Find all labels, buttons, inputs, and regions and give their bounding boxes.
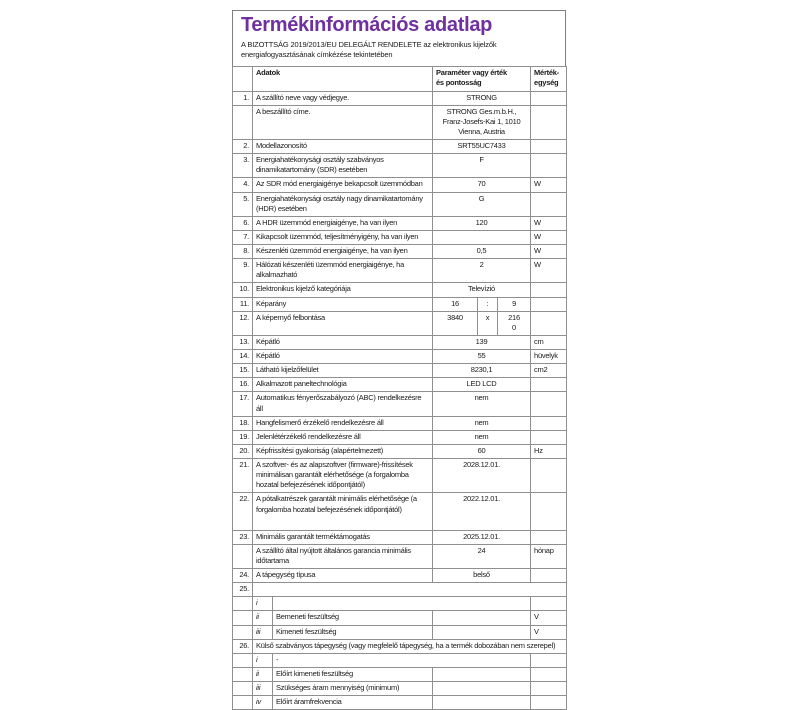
row-unit-cell <box>531 653 567 667</box>
row-value-cell <box>433 667 531 681</box>
row-unit-cell <box>531 192 567 216</box>
row-label-cell: Automatikus fényerőszabályozó (ABC) rendelkezésre áll <box>253 392 433 416</box>
row-number-cell: 21. <box>233 459 253 493</box>
row-number-cell: 26. <box>233 639 253 653</box>
row-value-cell: 120 <box>433 216 531 230</box>
page-title: Termékinformációs adatlap <box>241 14 493 36</box>
row-label-cell: A HDR üzemmód energiaigénye, ha van ilyen <box>253 216 433 230</box>
row-value-cell <box>433 611 531 625</box>
row-number-cell: 3. <box>233 154 253 178</box>
row-number-cell: 23. <box>233 530 253 544</box>
product-info-table <box>232 66 567 710</box>
section-label-cell: Külső szabványos tápegység (vagy megfelelő tápegység, ha a termék dobozában nem szerepel) <box>253 639 567 653</box>
row-unit-cell: hónap <box>531 544 567 568</box>
row-value-cell: SRT55UC7433 <box>433 140 531 154</box>
row-value-cell: 70 <box>433 178 531 192</box>
row-number-cell: 4. <box>233 178 253 192</box>
row-number-cell <box>233 544 253 568</box>
table-row <box>233 283 567 297</box>
row-value-cell <box>433 230 531 244</box>
table-row <box>233 364 567 378</box>
section-empty-cell <box>253 583 567 597</box>
ratio-value-a-cell: 3840 <box>433 311 478 335</box>
row-unit-cell <box>531 430 567 444</box>
row-label-cell: A szállító neve vagy védjegye. <box>253 91 433 105</box>
row-value-cell: 60 <box>433 444 531 458</box>
table-row <box>233 140 567 154</box>
row-number-cell <box>233 611 253 625</box>
row-number-cell: 14. <box>233 350 253 364</box>
table-header-row <box>233 67 567 91</box>
row-number-cell: 13. <box>233 335 253 349</box>
table-row <box>233 350 567 364</box>
row-label-cell: Minimális garantált terméktámogatás <box>253 530 433 544</box>
ratio-value-a-cell: 16 <box>433 297 478 311</box>
row-unit-cell: cm2 <box>531 364 567 378</box>
table-row <box>233 430 567 444</box>
table-row <box>233 696 567 710</box>
row-label-cell: Modellazonosító <box>253 140 433 154</box>
row-value-cell <box>433 696 531 710</box>
row-unit-cell: Hz <box>531 444 567 458</box>
row-unit-cell <box>531 416 567 430</box>
table-row <box>233 583 567 597</box>
row-number-cell <box>233 625 253 639</box>
table-row <box>233 597 567 611</box>
row-value-cell: 139 <box>433 335 531 349</box>
row-unit-cell <box>531 140 567 154</box>
row-label-cell: A tápegység típusa <box>253 569 433 583</box>
row-label-cell: Az SDR mód energiaigénye bekapcsolt üzemmódban <box>253 178 433 192</box>
row-value-cell <box>433 682 531 696</box>
row-label-cell: A képernyő felbontása <box>253 311 433 335</box>
row-number-cell <box>233 105 253 139</box>
row-number-cell: 1. <box>233 91 253 105</box>
row-label-cell: A pótalkatrészek garantált minimális elérhetősége (a forgalomba hozatal befejezésének időpontjától) <box>253 493 433 530</box>
row-label-cell: A szállító által nyújtott általános garancia minimális időtartama <box>253 544 433 568</box>
row-label-cell: A szoftver- és az alapszoftver (firmware)-frissítések minimálisan garantált elérhetősége (a forgalomba hozatal befejezésének időpontjától) <box>253 459 433 493</box>
row-number-cell: 6. <box>233 216 253 230</box>
row-value-cell: G <box>433 192 531 216</box>
header-param-cell: Paraméter vagy érték és pontosság <box>433 67 531 91</box>
row-label-cell: Kikapcsolt üzemmód, teljesítményigény, ha van ilyen <box>253 230 433 244</box>
row-unit-cell <box>531 378 567 392</box>
row-number-cell: 19. <box>233 430 253 444</box>
row-number-cell <box>233 696 253 710</box>
row-number-cell <box>233 682 253 696</box>
row-label-cell: - <box>273 653 531 667</box>
row-value-cell: LED LCD <box>433 378 531 392</box>
row-label-cell: Elektronikus kijelző kategóriája <box>253 283 433 297</box>
row-value-cell: nem <box>433 392 531 416</box>
header-data-cell: Adatok <box>253 67 433 91</box>
roman-numeral-cell: iv <box>253 696 273 710</box>
row-number-cell: 7. <box>233 230 253 244</box>
row-number-cell: 10. <box>233 283 253 297</box>
row-unit-cell <box>531 493 567 530</box>
row-value-cell: 24 <box>433 544 531 568</box>
row-number-cell: 5. <box>233 192 253 216</box>
row-number-cell: 25. <box>233 583 253 597</box>
row-label-cell: Bemeneti feszültség <box>273 611 433 625</box>
table-row <box>233 105 567 139</box>
roman-numeral-cell: i <box>253 597 273 611</box>
row-label-cell: Képarány <box>253 297 433 311</box>
row-value-cell: STRONG Ges.m.b.H., Franz-Josefs-Kai 1, 1010 Vienna, Austria <box>433 105 531 139</box>
row-number-cell: 24. <box>233 569 253 583</box>
row-label-cell: A beszállító címe. <box>253 105 433 139</box>
table-row <box>233 335 567 349</box>
row-number-cell: 2. <box>233 140 253 154</box>
row-unit-cell <box>531 459 567 493</box>
row-number-cell <box>233 667 253 681</box>
row-value-cell: STRONG <box>433 91 531 105</box>
table-row <box>233 530 567 544</box>
row-unit-cell <box>531 569 567 583</box>
row-unit-cell: W <box>531 178 567 192</box>
table-row <box>233 493 567 530</box>
table-row <box>233 392 567 416</box>
row-label-cell: Kimeneti feszültség <box>273 625 433 639</box>
row-label-cell: Jelenlétérzékelő rendelkezésre áll <box>253 430 433 444</box>
roman-numeral-cell: iii <box>253 682 273 696</box>
table-row <box>233 245 567 259</box>
row-unit-cell: W <box>531 216 567 230</box>
table-row <box>233 653 567 667</box>
table-row <box>233 154 567 178</box>
table-row <box>233 230 567 244</box>
row-label-cell <box>273 597 531 611</box>
table-row <box>233 178 567 192</box>
row-label-cell: Képátló <box>253 335 433 349</box>
row-number-cell: 9. <box>233 259 253 283</box>
row-unit-cell: hüvelyk <box>531 350 567 364</box>
row-number-cell: 11. <box>233 297 253 311</box>
row-unit-cell: W <box>531 245 567 259</box>
roman-numeral-cell: iii <box>253 625 273 639</box>
row-unit-cell <box>531 297 567 311</box>
row-value-cell <box>433 625 531 639</box>
table-row <box>233 667 567 681</box>
row-unit-cell: V <box>531 625 567 639</box>
row-unit-cell <box>531 105 567 139</box>
header-number-cell <box>233 67 253 91</box>
row-unit-cell: V <box>531 611 567 625</box>
row-unit-cell <box>531 682 567 696</box>
row-label-cell: Szükséges áram mennyiség (minimum) <box>273 682 433 696</box>
ratio-value-b-cell: 9 <box>498 297 531 311</box>
row-number-cell: 15. <box>233 364 253 378</box>
table-row <box>233 444 567 458</box>
table-row <box>233 311 567 335</box>
row-unit-cell: W <box>531 259 567 283</box>
row-value-cell: F <box>433 154 531 178</box>
row-unit-cell <box>531 530 567 544</box>
table-row <box>233 378 567 392</box>
row-label-cell: Látható kijelzőfelület <box>253 364 433 378</box>
row-value-cell: 2022.12.01. <box>433 493 531 530</box>
ratio-separator-cell: x <box>478 311 498 335</box>
table-row <box>233 611 567 625</box>
row-number-cell: 12. <box>233 311 253 335</box>
row-value-cell: 8230,1 <box>433 364 531 378</box>
row-label-cell: Energiahatékonysági osztály nagy dinamikatartomány (HDR) esetében <box>253 192 433 216</box>
row-label-cell: Energiahatékonysági osztály szabványos dinamikatartomány (SDR) esetében <box>253 154 433 178</box>
table-row <box>233 682 567 696</box>
table-row <box>233 297 567 311</box>
row-label-cell: Hangfelismerő érzékelő rendelkezésre áll <box>253 416 433 430</box>
row-number-cell <box>233 653 253 667</box>
row-value-cell: 2 <box>433 259 531 283</box>
roman-numeral-cell: ii <box>253 667 273 681</box>
table-row <box>233 639 567 653</box>
row-label-cell: Készenléti üzemmód energiaigénye, ha van ilyen <box>253 245 433 259</box>
row-number-cell: 17. <box>233 392 253 416</box>
table-row <box>233 91 567 105</box>
document-subtitle: A BIZOTTSÁG 2019/2013/EU DELEGÁLT RENDELETE az elektronikus kijelzők energiafogyasztásának címkézése tekintetében <box>241 40 497 60</box>
row-label-cell: Alkalmazott paneltechnológia <box>253 378 433 392</box>
row-value-cell: nem <box>433 430 531 444</box>
row-unit-cell <box>531 283 567 297</box>
document-page <box>232 10 566 710</box>
table-row <box>233 416 567 430</box>
row-unit-cell <box>531 392 567 416</box>
row-unit-cell <box>531 311 567 335</box>
row-number-cell: 8. <box>233 245 253 259</box>
table-row <box>233 459 567 493</box>
ratio-value-b-cell: 2160 <box>498 311 531 335</box>
row-label-cell: Előírt kimeneti feszültség <box>273 667 433 681</box>
row-unit-cell <box>531 597 567 611</box>
document-header <box>232 10 566 66</box>
row-unit-cell <box>531 91 567 105</box>
table-row <box>233 259 567 283</box>
table-row <box>233 192 567 216</box>
table-row <box>233 544 567 568</box>
row-number-cell: 22. <box>233 493 253 530</box>
row-label-cell: Képátló <box>253 350 433 364</box>
row-value-cell: belső <box>433 569 531 583</box>
row-value-cell: 2025.12.01. <box>433 530 531 544</box>
row-unit-cell: cm <box>531 335 567 349</box>
row-unit-cell: W <box>531 230 567 244</box>
row-number-cell <box>233 597 253 611</box>
row-number-cell: 20. <box>233 444 253 458</box>
roman-numeral-cell: ii <box>253 611 273 625</box>
row-unit-cell <box>531 154 567 178</box>
row-unit-cell <box>531 696 567 710</box>
row-value-cell: 2028.12.01. <box>433 459 531 493</box>
row-label-cell: Előírt áramfrekvencia <box>273 696 433 710</box>
row-label-cell: Hálózati készenléti üzemmód energiaigénye, ha alkalmazható <box>253 259 433 283</box>
header-unit-cell: Mérték-egység <box>531 67 567 91</box>
row-value-cell: 0,5 <box>433 245 531 259</box>
roman-numeral-cell: i <box>253 653 273 667</box>
table-row <box>233 216 567 230</box>
row-value-cell: Televízió <box>433 283 531 297</box>
row-unit-cell <box>531 667 567 681</box>
table-row <box>233 625 567 639</box>
row-value-cell: 55 <box>433 350 531 364</box>
row-value-cell: nem <box>433 416 531 430</box>
ratio-separator-cell: : <box>478 297 498 311</box>
table-row <box>233 569 567 583</box>
row-number-cell: 18. <box>233 416 253 430</box>
row-number-cell: 16. <box>233 378 253 392</box>
row-label-cell: Képfrissítési gyakoriság (alapértelmezett) <box>253 444 433 458</box>
